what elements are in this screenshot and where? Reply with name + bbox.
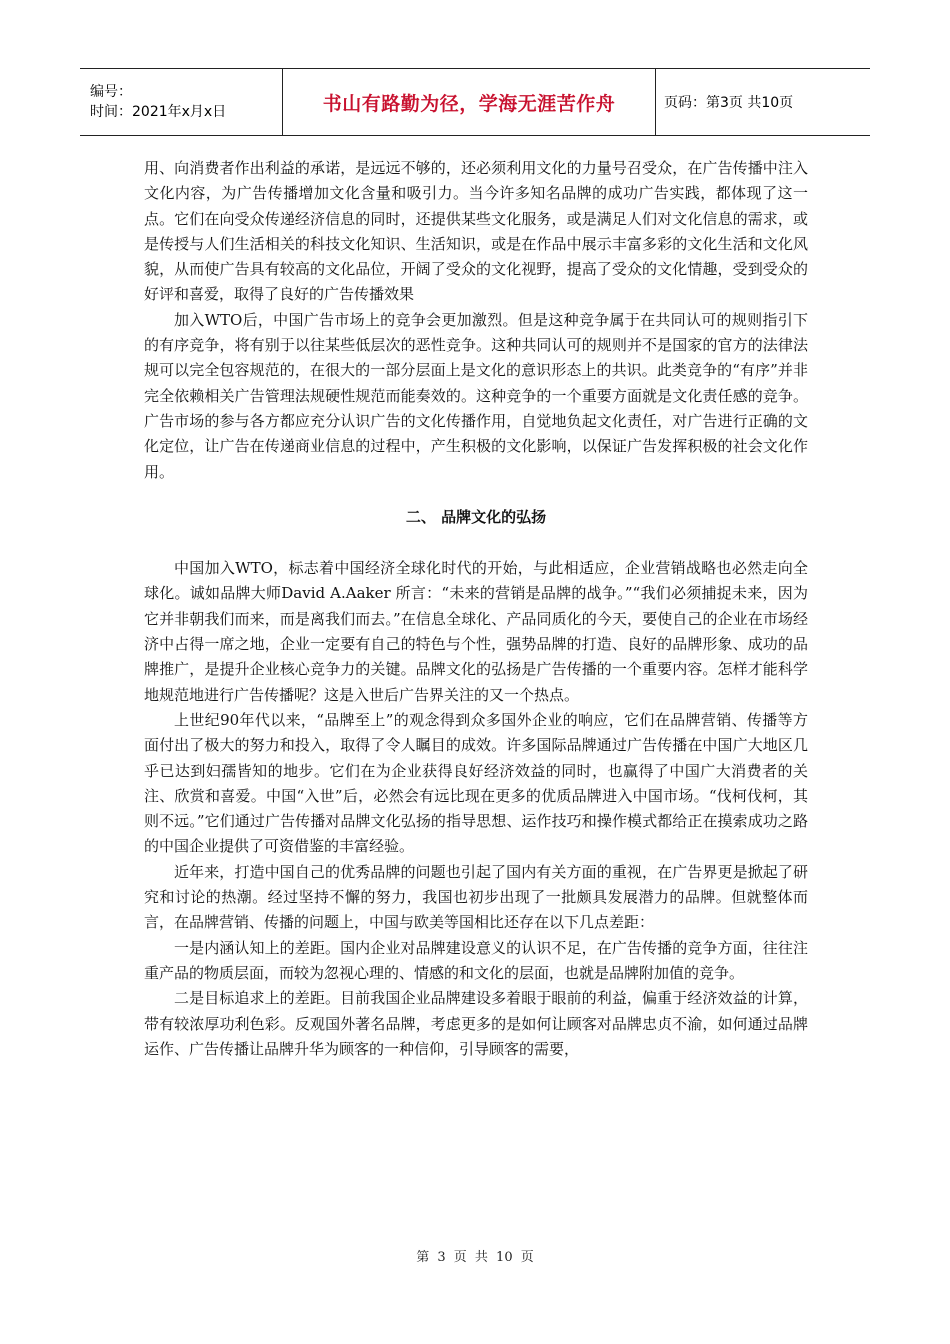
paragraph: 用、向消费者作出利益的承诺，是远远不够的，还必须利用文化的力量号召受众，在广告传播中注入文化内容，为广告传播增加文化含量和吸引力。当今许多知名品牌的成功广告实践，都体现了这一点。它们在向受众传递经济信息的同时，还提供某些文化服务，或是满足人们对文化信息的需求，或是传授与人们生活相关的科技文化知识、生活知识，或是在作品中展示丰富多彩的文化生活和文化风貌，从而使广告具有较高的文化品位，开阔了受众的文化视野，提高了受众的文化情趣，受到受众的好评和喜爱，取得了良好的广告传播效果 bbox=[144, 159, 808, 304]
header-meta bbox=[80, 69, 282, 135]
paragraph: 一是内涵认知上的差距。国内企业对品牌建设意义的认识不足，在广告传播的竞争方面，往往注重产品的物质层面，而较为忽视心理的、情感的和文化的层面，也就是品牌附加值的竞争。 bbox=[144, 938, 808, 982]
header-page-info: 页码：第3页 共10页 bbox=[664, 95, 794, 111]
paragraph: 上世纪90年代以来，“品牌至上”的观念得到众多国外企业的响应，它们在品牌营销、传播等方面付出了极大的努力和投入，取得了令人瞩目的成效。许多国际品牌通过广告传播在中国广大地区几乎已达到妇孺皆知的地步。它们在为企业获得良好经济效益的同时，也赢得了中国广大消费者的关注、欣赏和喜爱。中国“入世”后，必然会有远比现在更多的优质品牌进入中国市场。“伐柯伐柯，其则不远。”它们通过广告传播对品牌文化弘扬的指导思想、运作技巧和操作模式都给正在摸索成功之路的中国企业提供了可资借鉴的丰富经验。 bbox=[144, 710, 808, 856]
paragraph: 二是目标追求上的差距。目前我国企业品牌建设多着眼于眼前的利益，偏重于经济效益的计算，带有较浓厚功利色彩。反观国外著名品牌，考虑更多的是如何让顾客对品牌忠贞不渝，如何通过品牌运作、广告传播让品牌升华为顾客的一种信仰，引导顾客的需要， bbox=[144, 989, 808, 1058]
section-title: 二、 品牌文化的弘扬 bbox=[405, 507, 547, 526]
document-time-label: 时间：2021年x月x日 bbox=[90, 104, 227, 120]
page-header bbox=[80, 68, 870, 136]
paragraph: 近年来，打造中国自己的优秀品牌的问题也引起了国内有关方面的重视，在广告界更是掀起了研究和讨论的热潮。经过坚持不懈的努力，我国也初步出现了一批颇具发展潜力的品牌。但就整体而言，在品牌营销、传播的问题上，中国与欧美等国相比还存在以下几点差距： bbox=[144, 862, 808, 932]
document-number-label: 编号： bbox=[90, 84, 132, 100]
paragraph: 加入WTO后，中国广告市场上的竞争会更加激烈。但是这种竞争属于在共同认可的规则指引下的有序竞争，将有别于以往某些低层次的恶性竞争。这种共同认可的规则并不是国家的官方的法律法规可以完全包容规范的，在很大的一部分层面上是文化的意识形态上的共识。此类竞争的“有序”并非完全依赖相关广告管理法规硬性规范而能奏效的。这种竞争的一个重要方面就是文化责任感的竞争。广告市场的参与各方都应充分认识广告的文化传播作用，自觉地负起文化责任，对广告进行正确的文化定位，让广告在传递商业信息的过程中，产生积极的文化影响，以保证广告发挥积极的社会文化作用。 bbox=[144, 310, 808, 481]
document-body bbox=[144, 156, 808, 1062]
header-motto: 书山有路勤为径，学海无涯苦作舟 bbox=[282, 69, 656, 135]
paragraph: 中国加入WTO，标志着中国经济全球化时代的开始，与此相适应，企业营销战略也必然走向全球化。诚如品牌大师David A.Aaker 所言：“未来的营销是品牌的战争。”“我们必须捕捉未来，因为它并非朝我们而来，而是离我们而去。”在信息全球化、产品同质化的今天，要使自己的企业在市场经济中占得一席之地，企业一定要有自己的特色与个性，强势品牌的打造、良好的品牌形象、成功的品牌推广，是提升企业核心竞争力的关键。品牌文化的弘扬是广告传播的一个重要内容。怎样才能科学地规范地进行广告传播呢？这是入世后广告界关注的又一个热点。 bbox=[144, 559, 808, 704]
page-footer: 第 3 页 共 10 页 bbox=[416, 1250, 534, 1265]
